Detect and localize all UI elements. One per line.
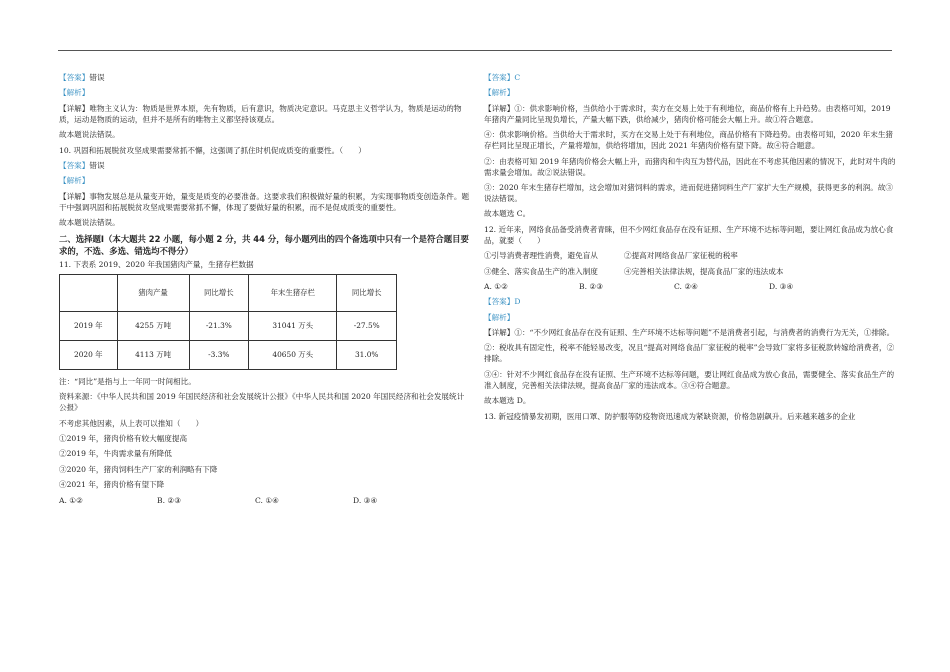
table-cell: 2019 年 xyxy=(60,311,118,340)
explanation-text: ③④：针对不少网红食品存在没有证照、生产环境不达标等问题，要让网红食品成为放心食品，需要健全、落实食品生产的准入制度，完善相关法律法规，提高食品厂家的违法成本。③④符合题意。 xyxy=(484,369,895,390)
analysis-label: 【解析】 xyxy=(484,312,515,322)
table-header-cell: 猪肉产量 xyxy=(117,274,189,311)
question-13: 13. 新冠疫情暴发初期，医用口罩、防护服等防疫物资迅速成为紧缺资源，价格急剧飙升。后来越来越多的企业 xyxy=(484,411,856,421)
table-cell: 40650 万头 xyxy=(249,340,337,369)
conclusion-text: 故本题选 C。 xyxy=(484,209,531,219)
option-c: C. ①④ xyxy=(255,495,279,505)
analysis-label: 【解析】 xyxy=(484,88,515,98)
option-b: B. ②③ xyxy=(157,495,182,505)
statement-3: ③健全、落实食品生产的准入制度 xyxy=(484,266,598,276)
analysis-label: 【解析】 xyxy=(59,88,90,98)
header-rule xyxy=(58,50,892,51)
pork-data-table xyxy=(59,274,397,370)
right-column xyxy=(484,72,896,426)
answer-value: 错误 xyxy=(89,73,105,82)
statement-4: ④完善相关法律法规，提高食品厂家的违法成本 xyxy=(624,266,784,276)
explanation-text: ③：2020 年末生猪存栏增加，这会增加对猪饲料的需求，进而促进猪饲料生产厂家扩大生产规模，获得更多的利润。故③说法错误。 xyxy=(484,182,894,203)
option-d: D. ③④ xyxy=(353,495,378,505)
statement-1: ①2019 年，猪肉价格有较大幅度提高 xyxy=(59,434,188,444)
statement-row xyxy=(484,250,896,261)
statement-2: ②提高对网络食品厂家征税的税率 xyxy=(624,251,738,261)
explanation-text: ④：供求影响价格。当供给大于需求时，买方在交易上处于有利地位，商品价格有下降趋势。由表格可知，2020 年末生猪存栏同比呈现正增长，产量将增加，供给将增加，因此 2021 年猪肉价格有望下降。故④符合题意。 xyxy=(484,130,894,151)
table-row xyxy=(60,340,397,369)
question-10: 10. 巩固和拓展脱贫攻坚成果需要常抓不懈，这强调了抓住时机促成质变的重要性。（ ） xyxy=(59,145,366,155)
table-cell: 31.0% xyxy=(337,340,397,369)
conclusion-text: 故本题说法错误。 xyxy=(59,130,120,140)
table-cell: -21.3% xyxy=(189,311,249,340)
conclusion-text: 故本题说法错误。 xyxy=(59,218,120,228)
answer-tag: 【答案】 xyxy=(59,160,90,170)
question-11: 11. 下表系 2019、2020 年我国猪肉产量，生猪存栏数据 xyxy=(59,259,254,269)
explanation-text: 【详解】①：“不少网红食品存在没有证照、生产环境不达标等问题”不是消费者引起，与消费者的消费行为无关，①排除。 xyxy=(484,328,895,338)
option-a: A. ①② xyxy=(59,495,83,505)
option-b: B. ②③ xyxy=(579,281,604,291)
answer-label xyxy=(59,160,471,171)
answer-value: 错误 xyxy=(89,160,105,170)
table-cell: 4113 万吨 xyxy=(117,340,189,369)
table-cell: 2020 年 xyxy=(60,340,118,369)
table-header-cell: 同比增长 xyxy=(337,274,397,311)
option-d: D. ③④ xyxy=(769,281,794,291)
conclusion-text: 故本题选 D。 xyxy=(484,396,531,406)
table-cell: -3.3% xyxy=(189,340,249,369)
answer-options xyxy=(484,281,896,292)
statement-row xyxy=(484,266,896,277)
left-column xyxy=(59,72,471,510)
table-note: 注：“同比”是指与上一年同一时间相比。 xyxy=(59,376,196,386)
explanation-text: ②：税收具有固定性，税率不能轻易改变，况且“提高对网络食品厂家征税的税率”会导致厂家将多征税款转嫁给消费者，②排除。 xyxy=(484,343,895,364)
statement-4: ④2021 年，猪肉价格有望下降 xyxy=(59,480,165,490)
data-source: 资料来源：《中华人民共和国 2019 年国民经济和社会发展统计公报》《中华人民共和国 2020 年国民经济和社会发展统计公报》 xyxy=(59,392,465,413)
table-cell: -27.5% xyxy=(337,311,397,340)
question-12: 12. 近年来，网络食品备受消费者青睐，但不少网红食品存在没有证照、生产环境不达标等问题，要让网红食品成为放心食品，就要（ ） xyxy=(484,224,894,245)
section-heading: 二、选择题Ⅰ（本大题共 22 小题，每小题 2 分，共 44 分，每小题列出的四个备选项中只有一个是符合题目要求的，不选、多选、错选均不得分） xyxy=(59,233,469,256)
answer-options xyxy=(59,495,471,506)
explanation-text: ②：由表格可知 2019 年猪肉价格会大幅上升，而猪肉和牛肉互为替代品，因此在不考虑其他因素的情况下，此时对牛肉的需求量会增加。故②说法错误。 xyxy=(484,156,896,177)
explanation-text: 【详解】事物发展总是从量变开始，量变是质变的必要准备。这要求我们积极做好量的积累，为实现事物质变创造条件。题干中强调巩固和拓展脱贫攻坚成果需要常抓不懈，体现了要做好量的积累，而不是促成质变的重要性。 xyxy=(59,191,470,212)
option-a: A. ①② xyxy=(484,281,508,291)
table-cell: 31041 万头 xyxy=(249,311,337,340)
table-header-cell: 同比增长 xyxy=(189,274,249,311)
answer-tag: 【答案】 xyxy=(59,73,90,82)
explanation-text: 【详解】①：供求影响价格，当供给小于需求时，卖方在交易上处于有利地位，商品价格有上升趋势。由表格可知，2019 年猪肉产量同比呈现负增长，产量大幅下跌，供给减少，猪肉价格可能会大幅上升。故①符合题意。 xyxy=(484,103,891,124)
analysis-label: 【解析】 xyxy=(59,176,90,186)
answer-label xyxy=(59,72,471,83)
table-header-cell xyxy=(60,274,118,311)
table-row xyxy=(60,311,397,340)
option-c: C. ②④ xyxy=(674,281,698,291)
statement-3: ③2020 年，猪肉饲料生产厂家的利润略有下降 xyxy=(59,464,218,474)
answer-label: 【答案】C xyxy=(484,73,521,82)
table-cell: 4255 万吨 xyxy=(117,311,189,340)
answer-label: 【答案】D xyxy=(484,297,521,307)
statement-2: ②2019 年，牛肉需求量有所降低 xyxy=(59,449,172,459)
table-header-row xyxy=(60,274,397,311)
question-prompt: 不考虑其他因素，从上表可以推知（ ） xyxy=(59,418,204,428)
explanation-text: 【详解】唯物主义认为：物质是世界本原，先有物质，后有意识，物质决定意识。马克思主义哲学认为，物质是运动的物质，运动是物质的运动，但并不是所有的唯物主义都坚持该观点。 xyxy=(59,103,462,124)
table-header-cell: 年末生猪存栏 xyxy=(249,274,337,311)
statement-1: ①引导消费者理性消费，避免盲从 xyxy=(484,251,598,261)
